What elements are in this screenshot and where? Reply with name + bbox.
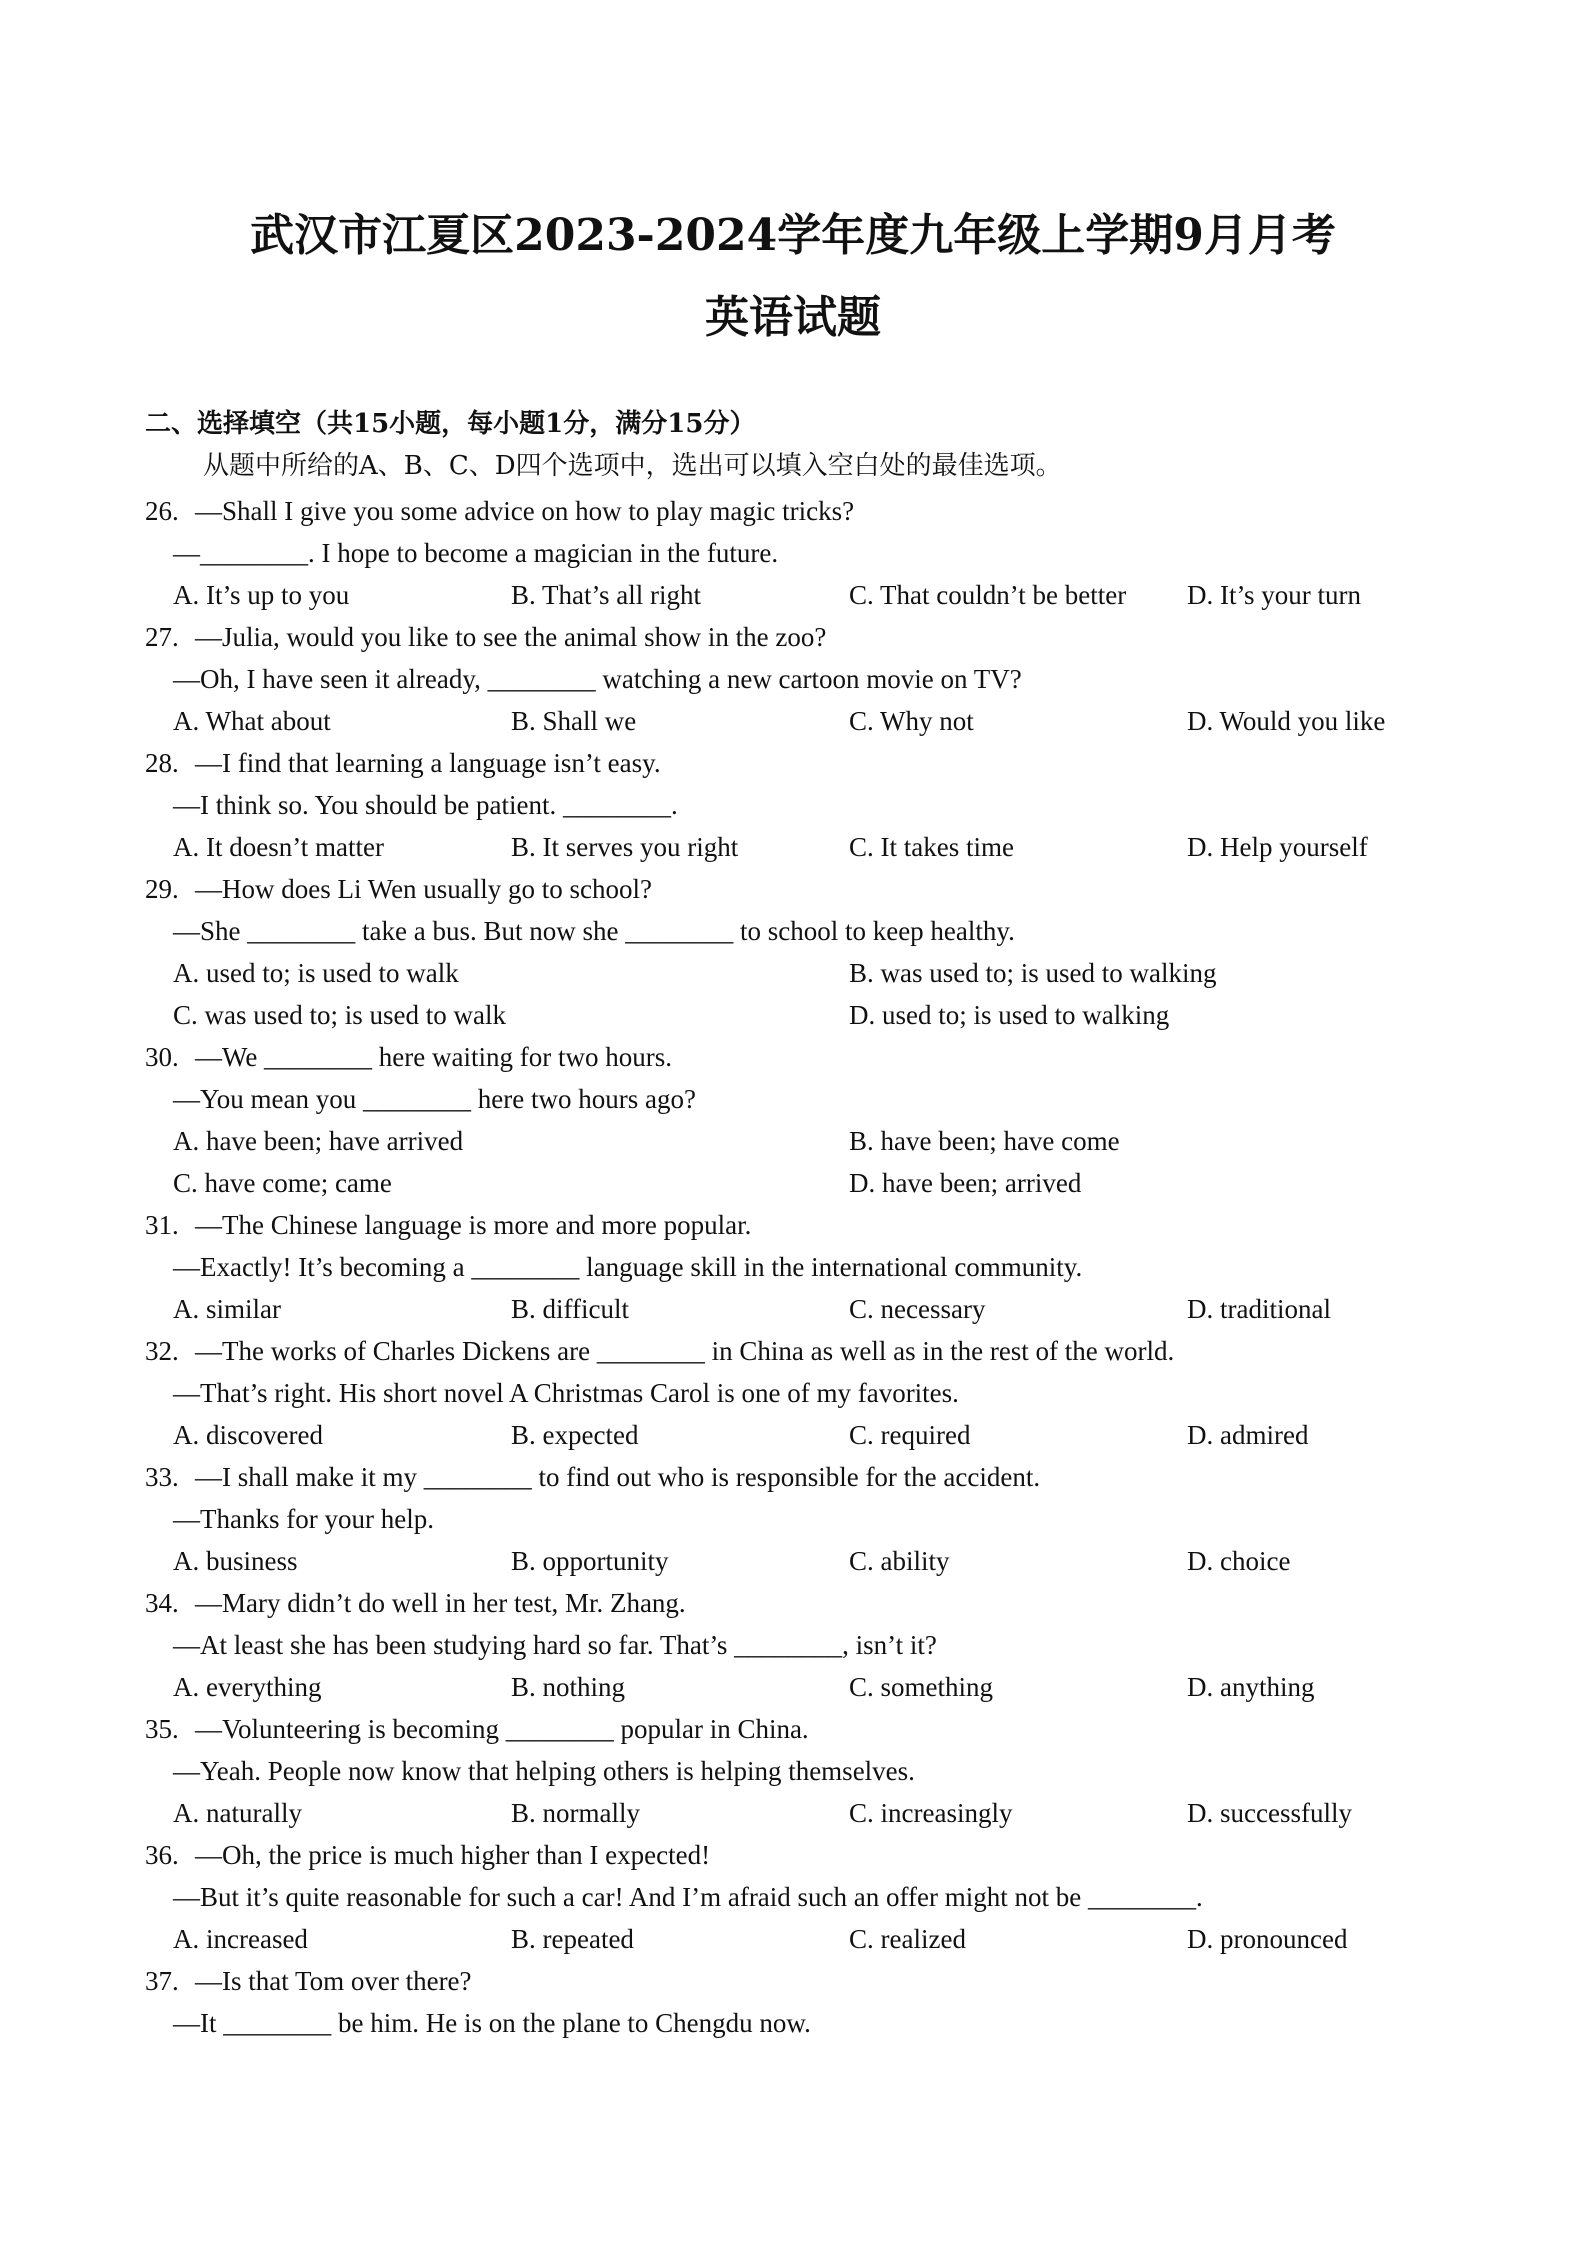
question-37 <box>145 1960 1445 2044</box>
question-response: —You mean you ________ here two hours ago? <box>173 1084 696 1114</box>
question-stem <box>145 1960 1445 2002</box>
answer-option: B. normally <box>511 1798 640 1828</box>
answer-options <box>145 1162 1445 1204</box>
question-response: —________. I hope to become a magician in the future. <box>173 538 779 568</box>
question-stem <box>145 1456 1445 1498</box>
answer-option: D. anything <box>1187 1672 1315 1702</box>
question-stem <box>145 1834 1445 1876</box>
question-26 <box>145 490 1445 616</box>
question-text: —The Chinese language is more and more popular. <box>195 1210 752 1240</box>
question-text: —Is that Tom over there? <box>195 1966 472 1996</box>
answer-option: B. Shall we <box>511 706 637 736</box>
answer-option: A. increased <box>173 1924 308 1954</box>
question-response: —Oh, I have seen it already, ________ watching a new cartoon movie on TV? <box>173 664 1022 694</box>
question-response: —Exactly! It’s becoming a ________ language skill in the international community. <box>173 1252 1083 1282</box>
answer-option: C. realized <box>849 1924 966 1954</box>
answer-option: C. necessary <box>849 1294 986 1324</box>
answer-option: B. difficult <box>511 1294 629 1324</box>
question-36 <box>145 1834 1445 1960</box>
question-stem <box>145 868 1445 910</box>
question-number: 29. <box>145 874 179 904</box>
question-text: —I shall make it my ________ to find out who is responsible for the accident. <box>195 1462 1041 1492</box>
question-text: —How does Li Wen usually go to school? <box>195 874 653 904</box>
question-response: —She ________ take a bus. But now she ________ to school to keep healthy. <box>173 916 1015 946</box>
question-text: —The works of Charles Dickens are ________ in China as well as in the rest of the world. <box>195 1336 1175 1366</box>
answer-options <box>145 1414 1445 1456</box>
answer-option: B. repeated <box>511 1924 634 1954</box>
question-response: —That’s right. His short novel A Christmas Carol is one of my favorites. <box>173 1378 959 1408</box>
question-text: —I find that learning a language isn’t easy. <box>195 748 661 778</box>
question-list <box>145 490 1445 2044</box>
section-heading: 二、选择填空（共15小题，每小题1分，满分15分） <box>145 409 756 439</box>
answer-option: A. It doesn’t matter <box>173 832 384 862</box>
answer-option: D. successfully <box>1187 1798 1352 1828</box>
question-number: 26. <box>145 496 179 526</box>
question-number: 28. <box>145 748 179 778</box>
question-number: 37. <box>145 1966 179 1996</box>
question-text: —Oh, the price is much higher than I expected! <box>195 1840 711 1870</box>
answer-option: A. discovered <box>173 1420 323 1450</box>
answer-option: B. It serves you right <box>511 832 739 862</box>
question-number: 31. <box>145 1210 179 1240</box>
question-stem <box>145 1204 1445 1246</box>
answer-options <box>145 826 1445 868</box>
answer-option: A. similar <box>173 1294 281 1324</box>
question-number: 34. <box>145 1588 179 1618</box>
answer-options <box>145 994 1445 1036</box>
answer-option: C. It takes time <box>849 832 1014 862</box>
question-27 <box>145 616 1445 742</box>
question-response: —But it’s quite reasonable for such a car! And I’m afraid such an offer might not be ________. <box>173 1882 1203 1912</box>
question-31 <box>145 1204 1445 1330</box>
question-number: 27. <box>145 622 179 652</box>
answer-option: B. That’s all right <box>511 580 701 610</box>
answer-option: A. What about <box>173 706 331 736</box>
question-32 <box>145 1330 1445 1456</box>
answer-option: A. used to; is used to walk <box>173 958 459 988</box>
question-response: —It ________ be him. He is on the plane to Chengdu now. <box>173 2008 811 2038</box>
answer-option: A. naturally <box>173 1798 302 1828</box>
question-number: 30. <box>145 1042 179 1072</box>
answer-option: C. something <box>849 1672 994 1702</box>
answer-options <box>145 1288 1445 1330</box>
answer-options <box>145 1918 1445 1960</box>
question-number: 32. <box>145 1336 179 1366</box>
question-text: —Volunteering is becoming ________ popular in China. <box>195 1714 809 1744</box>
answer-options <box>145 1792 1445 1834</box>
answer-option: B. expected <box>511 1420 639 1450</box>
answer-option: D. admired <box>1187 1420 1309 1450</box>
question-stem <box>145 1330 1445 1372</box>
question-number: 36. <box>145 1840 179 1870</box>
question-response: —Yeah. People now know that helping others is helping themselves. <box>173 1756 915 1786</box>
question-35 <box>145 1708 1445 1834</box>
answer-option: D. Would you like <box>1187 706 1386 736</box>
answer-option: A. have been; have arrived <box>173 1126 464 1156</box>
question-text: —We ________ here waiting for two hours. <box>195 1042 672 1072</box>
answer-option: C. Why not <box>849 706 974 736</box>
answer-option: D. It’s your turn <box>1187 580 1361 610</box>
question-text: —Shall I give you some advice on how to play magic tricks? <box>195 496 855 526</box>
answer-option: A. It’s up to you <box>173 580 350 610</box>
answer-option: D. choice <box>1187 1546 1291 1576</box>
section-instructions: 从题中所给的A、B、C、D四个选项中，选出可以填入空白处的最佳选项。 <box>203 451 1062 481</box>
answer-options <box>145 1120 1445 1162</box>
question-stem <box>145 490 1445 532</box>
question-text: —Mary didn’t do well in her test, Mr. Zhang. <box>195 1588 686 1618</box>
answer-option: C. increasingly <box>849 1798 1013 1828</box>
answer-option: C. required <box>849 1420 971 1450</box>
answer-option: C. have come; came <box>173 1168 392 1198</box>
exam-title: 武汉市江夏区2023-2024学年度九年级上学期9月月考 <box>250 210 1336 261</box>
question-response: —Thanks for your help. <box>173 1504 434 1534</box>
question-stem <box>145 1036 1445 1078</box>
question-text: —Julia, would you like to see the animal show in the zoo? <box>195 622 827 652</box>
question-33 <box>145 1456 1445 1582</box>
answer-options <box>145 1666 1445 1708</box>
question-34 <box>145 1582 1445 1708</box>
answer-option: D. pronounced <box>1187 1924 1348 1954</box>
question-response: —I think so. You should be patient. ________. <box>173 790 678 820</box>
question-number: 33. <box>145 1462 179 1492</box>
answer-option: B. nothing <box>511 1672 626 1702</box>
answer-option: D. used to; is used to walking <box>849 1000 1170 1030</box>
answer-option: D. Help yourself <box>1187 832 1368 862</box>
question-stem <box>145 1582 1445 1624</box>
answer-option: D. have been; arrived <box>849 1168 1082 1198</box>
answer-option: C. ability <box>849 1546 950 1576</box>
answer-option: A. everything <box>173 1672 322 1702</box>
answer-option: D. traditional <box>1187 1294 1331 1324</box>
question-29 <box>145 868 1445 1036</box>
question-response: —At least she has been studying hard so far. That’s ________, isn’t it? <box>173 1630 937 1660</box>
question-stem <box>145 616 1445 658</box>
question-30 <box>145 1036 1445 1204</box>
answer-option: B. was used to; is used to walking <box>849 958 1217 988</box>
question-28 <box>145 742 1445 868</box>
exam-subject-title: 英语试题 <box>705 292 881 343</box>
answer-option: C. was used to; is used to walk <box>173 1000 506 1030</box>
answer-option: B. opportunity <box>511 1546 669 1576</box>
question-stem <box>145 742 1445 784</box>
answer-options <box>145 1540 1445 1582</box>
answer-option: A. business <box>173 1546 298 1576</box>
answer-options <box>145 952 1445 994</box>
answer-option: C. That couldn’t be better <box>849 580 1127 610</box>
answer-options <box>145 574 1445 616</box>
question-stem <box>145 1708 1445 1750</box>
answer-option: B. have been; have come <box>849 1126 1120 1156</box>
question-number: 35. <box>145 1714 179 1744</box>
answer-options <box>145 700 1445 742</box>
